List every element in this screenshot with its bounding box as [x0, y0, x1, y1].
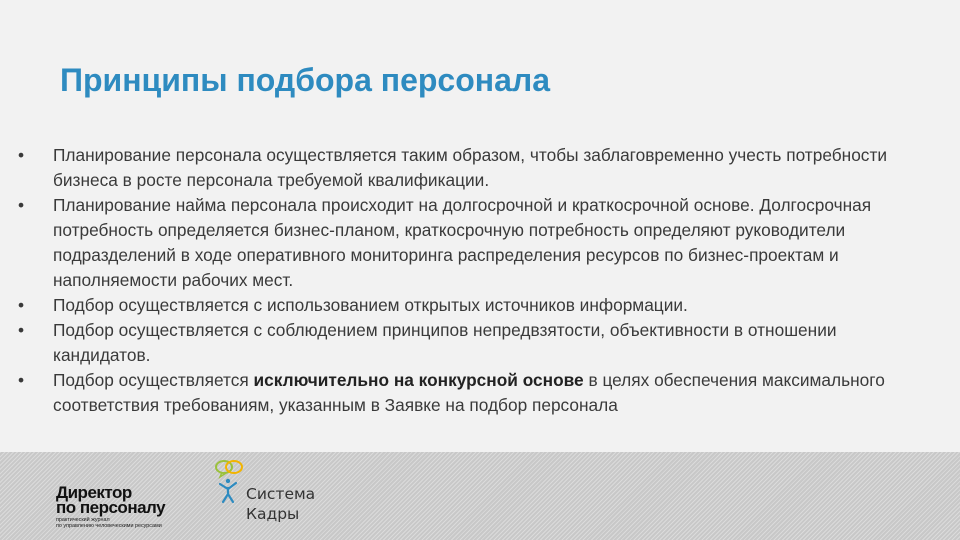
logo-word-sistema: Система	[246, 485, 316, 503]
bullet-item	[0, 193, 960, 293]
bullet-dot: •	[18, 145, 25, 165]
logo-word-kadry: Кадры	[246, 505, 300, 523]
bullet-item	[0, 318, 960, 368]
bullet-dot: •	[18, 195, 25, 215]
director-po-personalu-logo	[56, 485, 206, 535]
person-speech-bubble-icon	[212, 458, 246, 506]
bullet-text: Планирование найма персонала происходит на долгосрочной и краткосрочной основе. Долгосрочная потребность определяется бизнес-планом, краткосрочную потребность определяют руководители подразделений в ходе оперативного мониторинга распределения ресурсов по бизнес-проектам и наполняемости рабочих мест.	[53, 195, 872, 290]
bullet-dot: •	[18, 295, 25, 315]
logo-tagline1: практический журнал	[56, 517, 110, 523]
bullet-text-pre: Подбор осуществляется	[53, 370, 254, 390]
logo-tagline2: по управлению человеческими ресурсами	[56, 523, 162, 529]
bullet-dot: •	[18, 370, 25, 390]
bullet-text: Подбор осуществляется с соблюдением принципов непредвзятости, объективности в отношении кандидатов.	[53, 320, 837, 365]
logo-line2: по персоналу	[56, 498, 166, 517]
bullet-dot: •	[18, 320, 25, 340]
bullet-list	[0, 143, 960, 418]
bullet-text-bold: исключительно на конкурсной основе	[253, 370, 584, 390]
logo-line1: Директор	[56, 483, 132, 502]
bullet-item	[0, 143, 960, 193]
bullet-text: Подбор осуществляется с использованием открытых источников информации.	[53, 295, 688, 315]
sistema-kadry-logo	[212, 458, 332, 528]
bullet-item	[0, 293, 960, 318]
bullet-text-post: в целях обеспечения максимального соответствия требованиям, указанным в Заявке на подбор персонала	[53, 370, 885, 415]
bullet-item	[0, 368, 960, 418]
bullet-text: Планирование персонала осуществляется таким образом, чтобы заблаговременно учесть потребности бизнеса в росте персонала требуемой квалификации.	[53, 145, 888, 190]
sistema-kadry-text	[246, 484, 315, 524]
slide-title: Принципы подбора персонала	[60, 62, 551, 98]
